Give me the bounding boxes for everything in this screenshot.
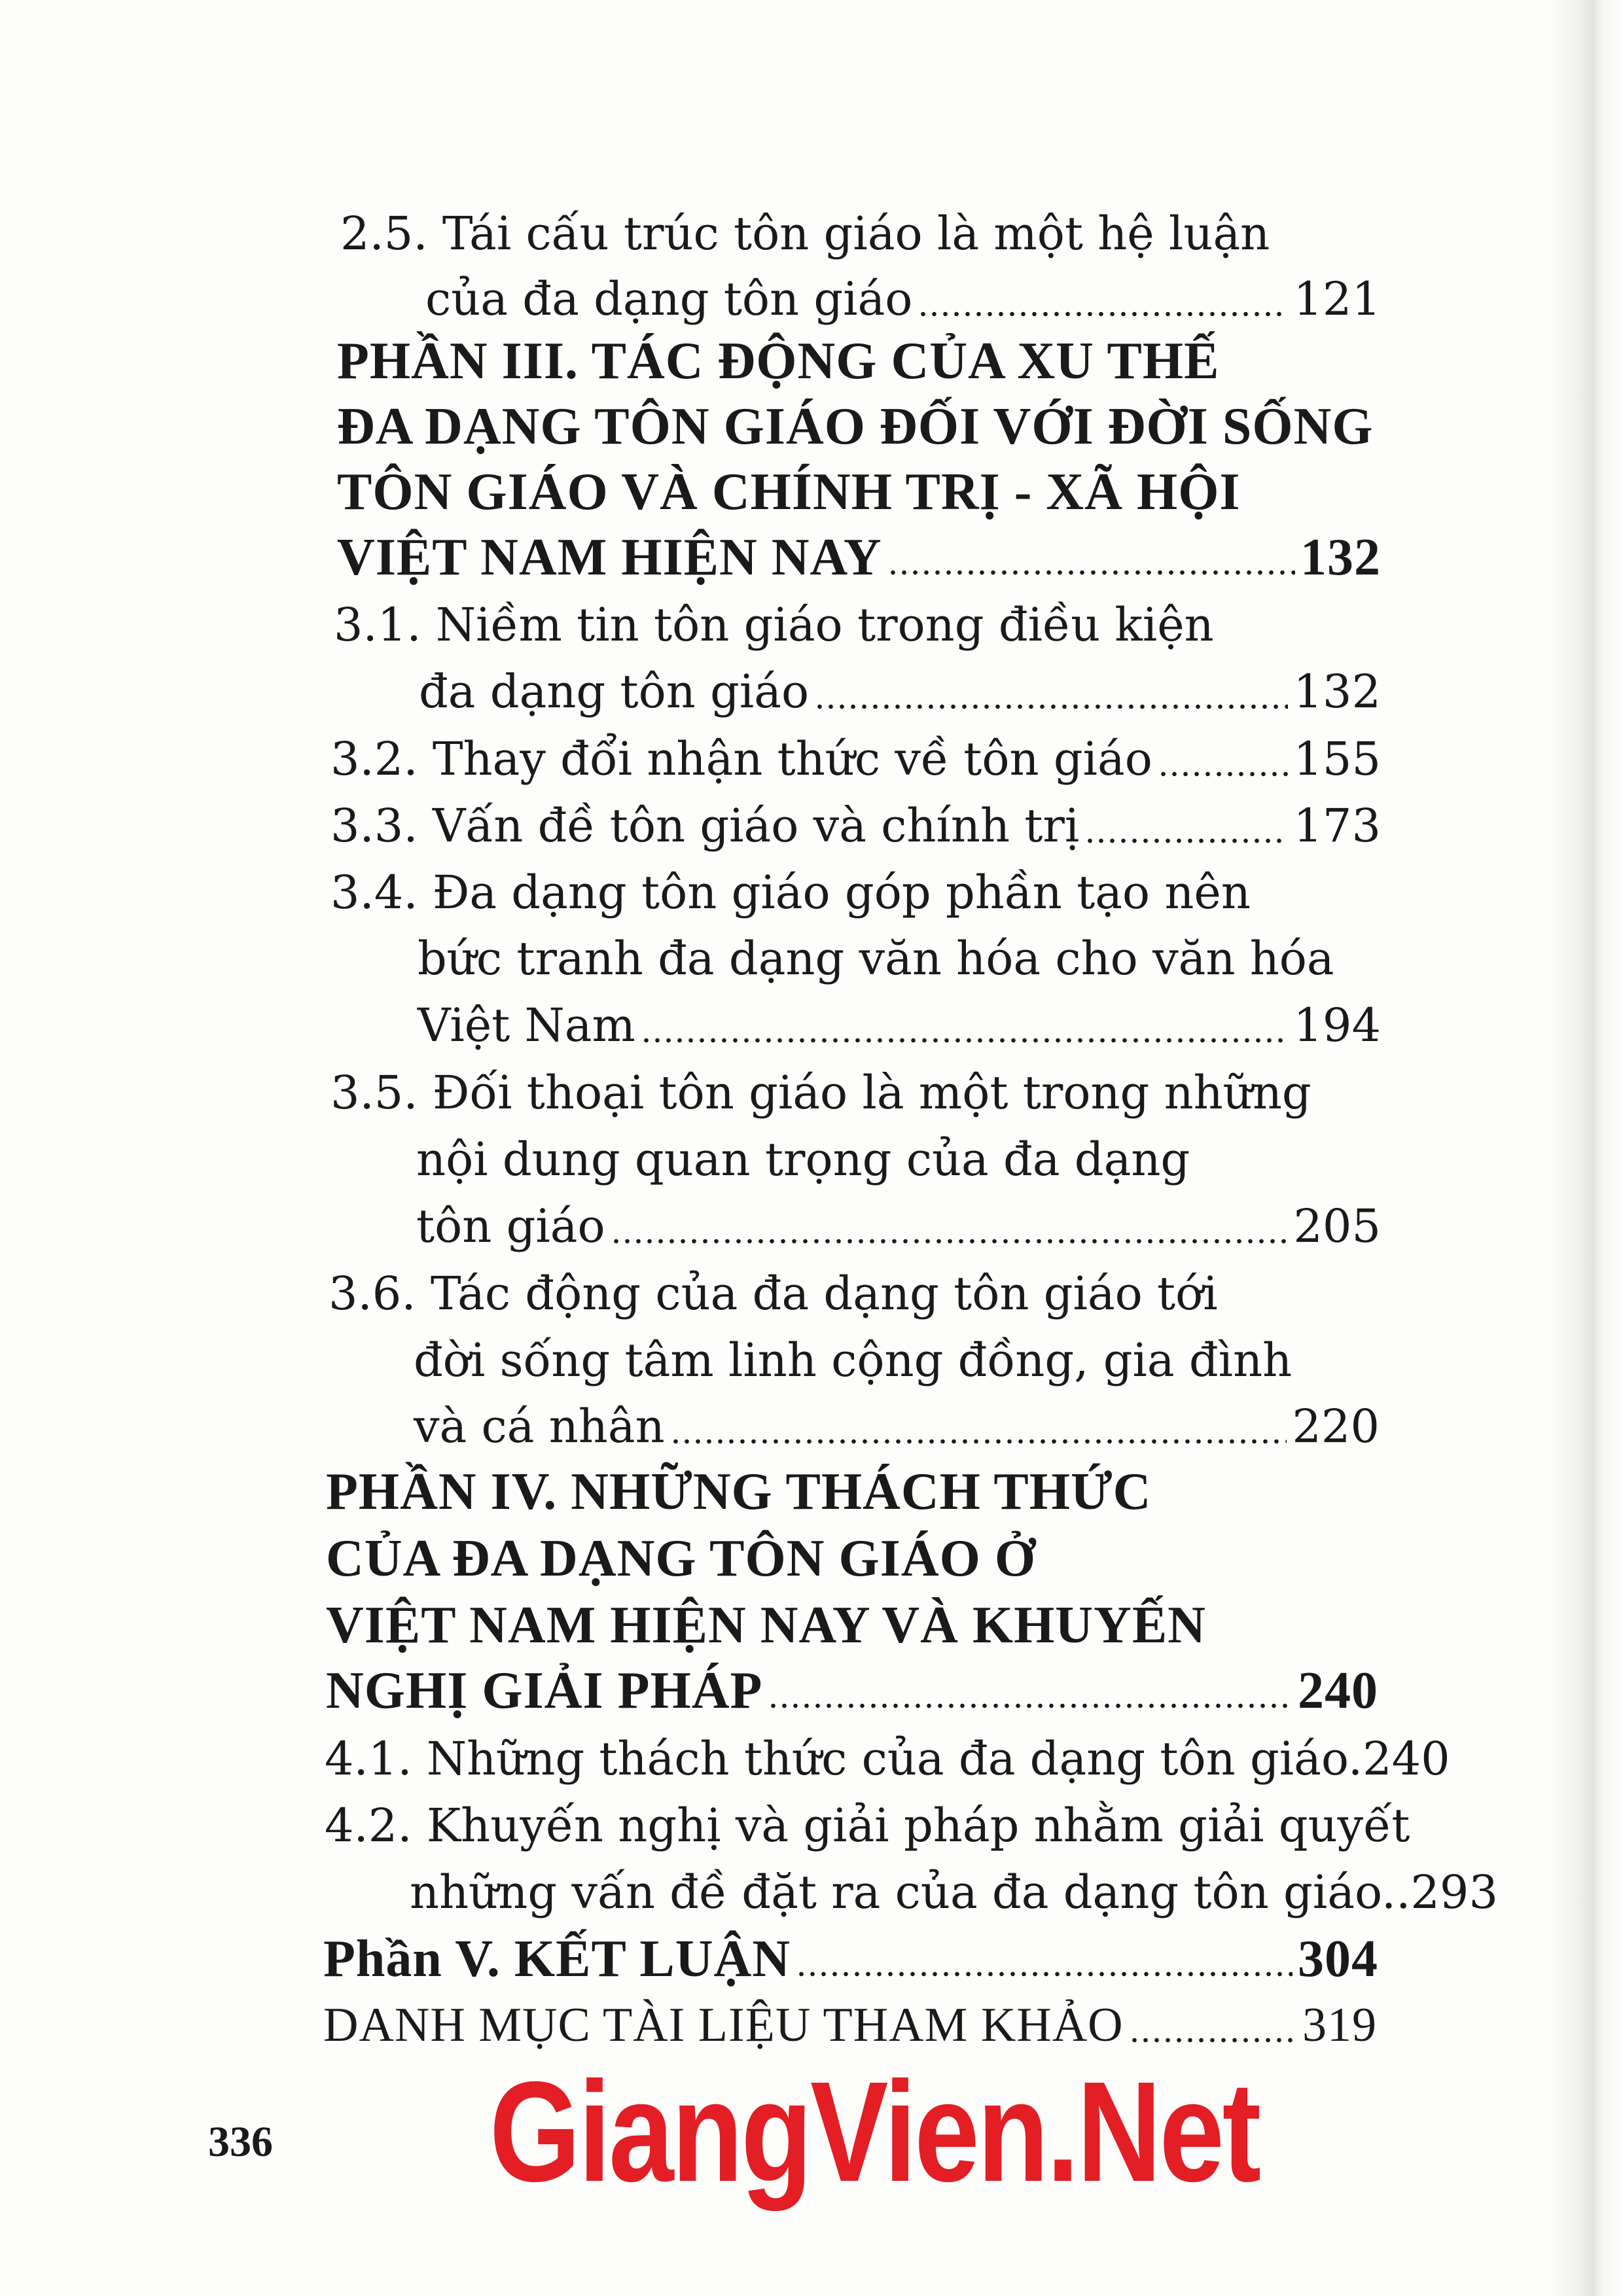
toc-line-text: TÔN GIÁO VÀ CHÍNH TRỊ - XÃ HỘI xyxy=(337,463,1241,521)
toc-line-text: đời sống tâm linh cộng đồng, gia đình xyxy=(414,1333,1293,1387)
toc-page-number: 173 xyxy=(1293,799,1381,853)
toc-page-number: 220 xyxy=(1292,1400,1380,1453)
toc-line xyxy=(326,1525,1373,1593)
toc-line-text: Phần V. KẾT LUẬN xyxy=(323,1930,791,1988)
toc-page-number: 240 xyxy=(1363,1732,1450,1786)
toc-line xyxy=(329,1260,1376,1328)
toc-line-text: VIỆT NAM HIỆN NAY VÀ KHUYẾN xyxy=(326,1597,1206,1654)
toc-line-text: nội dung quan trọng của đa dạng xyxy=(416,1133,1190,1186)
dot-leader xyxy=(670,1438,1287,1445)
toc-page-number: 304 xyxy=(1298,1930,1378,1988)
toc-line-text: 4.1. Những thách thức của đa dạng tôn giáo. xyxy=(325,1732,1363,1786)
toc-page-number: 319 xyxy=(1302,1998,1377,2052)
dot-leader xyxy=(918,311,1288,317)
toc-page-number: 293 xyxy=(1410,1865,1498,1919)
toc-line xyxy=(326,1657,1378,1725)
page-number: 336 xyxy=(208,2118,273,2166)
toc-line xyxy=(414,1392,1380,1460)
toc-line xyxy=(330,792,1381,860)
toc-line xyxy=(330,1059,1378,1127)
dot-leader xyxy=(641,1037,1289,1044)
toc-line xyxy=(326,1458,1373,1526)
toc-line-text: PHẦN IV. NHỮNG THÁCH THỨC xyxy=(326,1463,1152,1521)
toc-line-text: bức tranh đa dạng văn hóa cho văn hóa xyxy=(418,932,1334,985)
watermark: GiangVien.Net xyxy=(490,2053,1259,2212)
dot-leader xyxy=(611,1238,1289,1245)
toc-line xyxy=(414,1326,1376,1394)
toc-line-text: NGHỊ GIẢI PHÁP xyxy=(326,1662,763,1720)
toc-line xyxy=(410,1858,1498,1926)
toc-page-number: 132 xyxy=(1293,665,1381,718)
toc-page-number: 132 xyxy=(1300,529,1381,586)
toc-line-text: ĐA DẠNG TÔN GIÁO ĐỐI VỚI ĐỜI SỐNG xyxy=(337,398,1374,455)
dot-leader xyxy=(1158,771,1288,777)
toc-line xyxy=(340,200,1387,268)
toc-line-text: đa dạng tôn giáo xyxy=(419,665,810,718)
toc-line-text: 3.5. Đối thoại tôn giáo là một trong những xyxy=(330,1066,1311,1120)
toc-page-number: 121 xyxy=(1293,272,1381,326)
toc-page-number: 155 xyxy=(1293,732,1381,786)
toc-line-text: 3.1. Niềm tin tôn giáo trong điều kiện xyxy=(334,598,1214,652)
toc-line xyxy=(337,523,1381,592)
toc-line xyxy=(416,1125,1378,1193)
toc-line xyxy=(334,591,1381,659)
toc-line xyxy=(416,1192,1381,1260)
toc-line-text: tôn giáo xyxy=(416,1199,605,1253)
toc-line-text: 3.6. Tác động của đa dạng tôn giáo tới xyxy=(329,1267,1218,1320)
toc-line-text: 3.4. Đa dạng tôn giáo góp phần tạo nên xyxy=(330,866,1251,919)
toc-line xyxy=(337,458,1384,526)
toc-line xyxy=(418,925,1380,993)
toc-line xyxy=(418,991,1381,1059)
toc-line-text: CỦA ĐA DẠNG TÔN GIÁO Ở xyxy=(326,1530,1037,1587)
dot-leader xyxy=(1129,2037,1297,2043)
toc-line xyxy=(325,1725,1450,1793)
toc-page-number: 194 xyxy=(1293,998,1381,1052)
toc-line-text: 4.2. Khuyến nghị và giải pháp nhằm giải quyết xyxy=(325,1799,1410,1852)
toc-line-text: những vấn đề đặt ra của đa dạng tôn giáo.. xyxy=(410,1865,1411,1919)
toc-line xyxy=(337,393,1384,461)
toc-line xyxy=(330,858,1378,927)
toc-line-text: VIỆT NAM HIỆN NAY xyxy=(337,529,882,586)
toc-line xyxy=(337,327,1384,395)
dot-leader xyxy=(1084,838,1288,844)
toc-line xyxy=(425,265,1381,333)
toc-line-text: của đa dạng tôn giáo xyxy=(425,272,913,326)
toc-page-number: 205 xyxy=(1293,1199,1381,1253)
toc-line xyxy=(325,1792,1410,1860)
toc-line xyxy=(323,1925,1378,1993)
dot-leader xyxy=(796,1971,1293,1977)
toc-page-number: 240 xyxy=(1298,1662,1378,1720)
toc-line xyxy=(419,658,1381,726)
dot-leader xyxy=(887,569,1295,576)
toc-line-text: 2.5. Tái cấu trúc tôn giáo là một hệ luận xyxy=(340,207,1270,260)
dot-leader xyxy=(814,703,1288,710)
toc-line xyxy=(323,1991,1377,2059)
toc-line-text: DANH MỤC TÀI LIỆU THAM KHẢO xyxy=(323,1998,1124,2052)
toc-line xyxy=(326,1591,1373,1659)
toc-line-text: 3.2. Thay đổi nhận thức về tôn giáo xyxy=(330,732,1152,786)
toc-line-text: Việt Nam xyxy=(418,998,635,1052)
toc-line-text: và cá nhân xyxy=(414,1400,665,1453)
toc-line-text: 3.3. Vấn đề tôn giáo và chính trị xyxy=(330,799,1080,853)
toc-line-text: PHẦN III. TÁC ĐỘNG CỦA XU THẾ xyxy=(337,332,1220,390)
toc-line xyxy=(330,725,1381,793)
dot-leader xyxy=(768,1703,1293,1709)
